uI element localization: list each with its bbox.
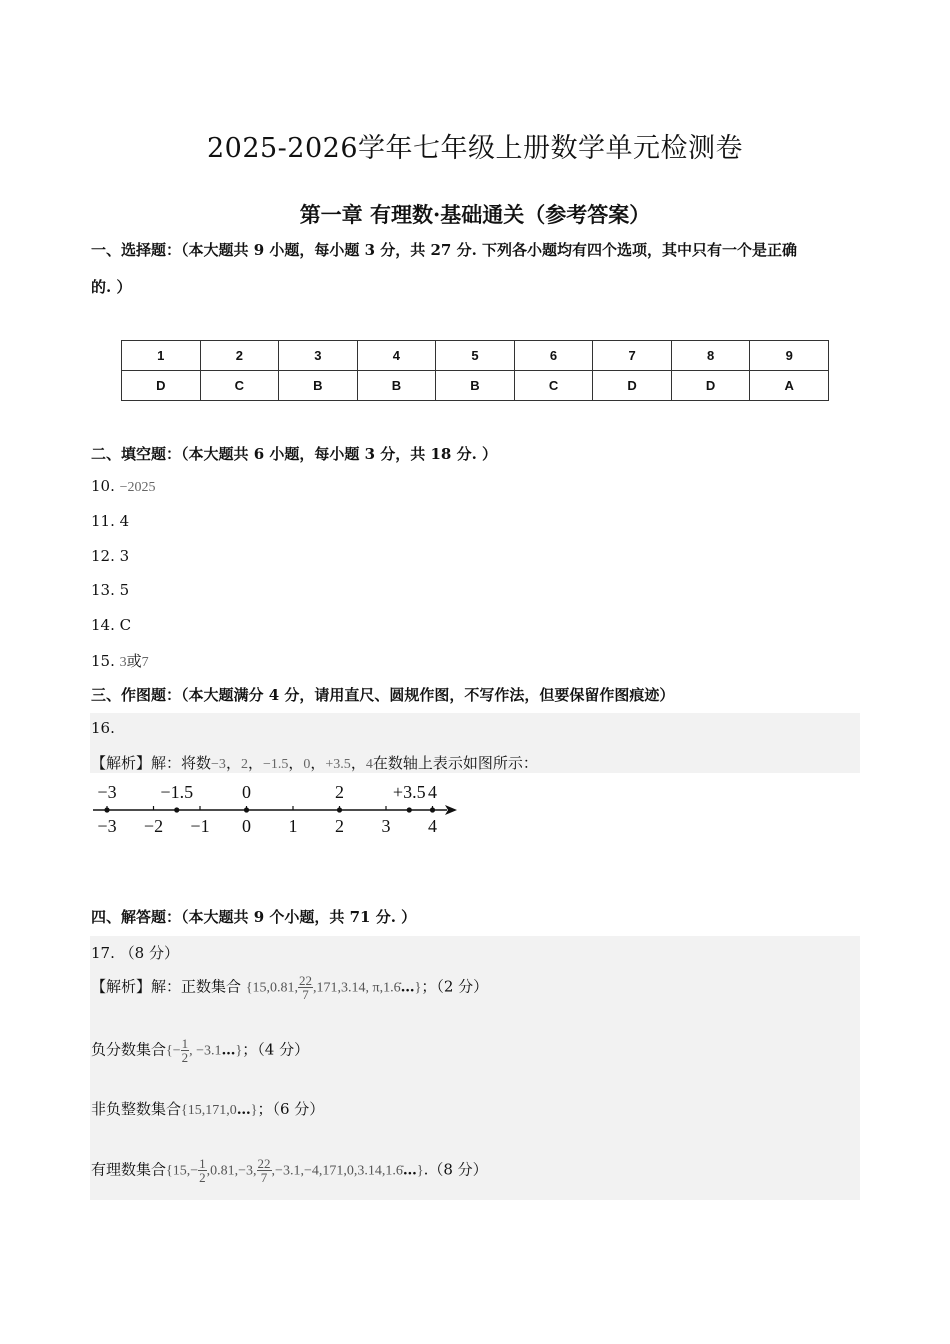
set-label: 负分数集合 xyxy=(91,1040,167,1059)
fill-item-11 xyxy=(91,512,129,530)
number-line xyxy=(85,778,475,840)
ellipsis: … xyxy=(221,1042,236,1059)
answer-table-answer-row xyxy=(122,371,829,401)
q17-score: （8 分） xyxy=(119,944,179,962)
q16-value: 4 xyxy=(365,757,373,772)
item-number: 14. xyxy=(91,616,115,634)
item-answer: −2025 xyxy=(119,480,156,495)
page-subtitle: 第一章 有理数·基础通关（参考答案） xyxy=(299,202,651,227)
set-content: {15,0.81, xyxy=(245,980,299,996)
number-line-tick-label: −3 xyxy=(97,816,117,836)
fraction xyxy=(198,1157,207,1184)
question-number: 7 xyxy=(593,341,672,371)
section-1-heading-cont: 的. ） xyxy=(91,278,132,296)
item-number: 15. xyxy=(91,652,115,670)
number-line-tick-label: 2 xyxy=(335,816,344,836)
item-number: 13. xyxy=(91,581,115,599)
number-line-tick-label: 3 xyxy=(381,816,391,836)
item-answer: 4 xyxy=(119,512,130,530)
q16-value: +3.5 xyxy=(325,757,351,772)
number-line-point-label: −3 xyxy=(97,782,117,802)
question-number: 9 xyxy=(750,341,829,371)
set-close: } xyxy=(416,1163,424,1179)
set-content: {15,− xyxy=(166,1163,199,1179)
number-line-point xyxy=(337,807,342,812)
number-line-point-label: 0 xyxy=(242,782,251,802)
set-content: ,0.81,−3, xyxy=(206,1163,257,1179)
choice-answer: A xyxy=(750,371,829,401)
set-content: {− xyxy=(166,1043,181,1059)
q16-tail: 在数轴上表示如图所示： xyxy=(372,754,538,772)
number-line-point-label: 2 xyxy=(335,782,344,802)
analysis-tag: 【解析】 xyxy=(91,977,152,996)
item-or: 或 xyxy=(126,652,142,670)
set-close: } xyxy=(235,1043,243,1059)
number-line-point xyxy=(174,807,179,812)
page-title: 2025-2026学年七年级上册数学单元检测卷 xyxy=(206,133,744,164)
ellipsis: … xyxy=(402,1162,417,1179)
choice-answer: B xyxy=(357,371,436,401)
fraction-denominator: 7 xyxy=(302,987,309,1002)
choice-answer: D xyxy=(593,371,672,401)
set-content: ,−3.1,−4,171,0,3.14,1.6̇ xyxy=(271,1163,403,1179)
fill-item-15 xyxy=(91,650,149,671)
set-content: {15,171,0 xyxy=(181,1103,237,1118)
number-line-point-label: +3.5 xyxy=(392,782,426,802)
choice-answer: C xyxy=(200,371,279,401)
number-line-point-label: −1.5 xyxy=(160,782,194,802)
fraction-denominator: 2 xyxy=(199,1170,206,1185)
q16-explanation xyxy=(91,752,538,773)
choice-answer: C xyxy=(514,371,593,401)
q16-number: 16. xyxy=(91,719,115,737)
fraction-numerator: 22 xyxy=(299,973,313,988)
q16-value: 2 xyxy=(240,757,248,772)
ellipsis: … xyxy=(400,979,415,996)
fraction xyxy=(298,974,313,1001)
separator: ， xyxy=(310,754,326,772)
set-close: } xyxy=(414,980,422,996)
q16-value: −1.5 xyxy=(262,757,289,772)
choice-answer: B xyxy=(436,371,515,401)
number-line-tick-label: 1 xyxy=(288,816,298,836)
set-label: 有理数集合 xyxy=(91,1160,167,1179)
item-number: 12. xyxy=(91,547,115,565)
separator: ， xyxy=(350,754,366,772)
item-answer-a: 3 xyxy=(119,655,127,670)
q17-number: 17. xyxy=(91,944,115,962)
separator: ， xyxy=(288,754,304,772)
fraction xyxy=(257,1157,272,1184)
question-number: 8 xyxy=(671,341,750,371)
q16-lead: 解：将数 xyxy=(151,754,212,772)
section-1-heading: 一、选择题：（本大题共 9 小题，每小题 3 分，共 27 分. 下列各小题均有四个选项，其中只有一个是正确 xyxy=(91,241,798,259)
set-score: ；（4 分） xyxy=(242,1040,310,1059)
nonnegative-integer-set-line xyxy=(91,1098,324,1119)
rational-set-line xyxy=(91,1157,488,1184)
answer-table-header-row xyxy=(122,341,829,371)
set-score: .（8 分） xyxy=(423,1160,488,1179)
set-score: ；（2 分） xyxy=(421,977,489,996)
item-answer-b: 7 xyxy=(141,655,149,670)
section-2-heading: 二、填空题：（本大题共 6 小题，每小题 3 分，共 18 分. ） xyxy=(91,445,498,463)
choice-answer: D xyxy=(122,371,201,401)
set-score: ；（6 分） xyxy=(257,1100,325,1118)
choice-answer: B xyxy=(279,371,358,401)
separator: ， xyxy=(225,754,241,772)
set-close: } xyxy=(250,1103,258,1118)
q17-header xyxy=(91,942,179,963)
q16-value: −3 xyxy=(211,757,226,772)
question-number: 2 xyxy=(200,341,279,371)
fraction-numerator: 1 xyxy=(181,1036,189,1051)
number-line-point xyxy=(407,807,412,812)
number-line-tick-label: −2 xyxy=(143,816,164,836)
item-answer: C xyxy=(119,616,132,634)
ellipsis: … xyxy=(236,1102,251,1118)
item-answer: 5 xyxy=(119,581,130,599)
fraction-numerator: 22 xyxy=(257,1156,271,1171)
fraction xyxy=(181,1037,190,1064)
item-answer: 3 xyxy=(119,547,130,565)
fill-item-13 xyxy=(91,581,129,599)
q16-value: 0 xyxy=(303,757,311,772)
number-line-point-label: 4 xyxy=(428,782,437,802)
question-number: 6 xyxy=(514,341,593,371)
answer-table xyxy=(121,340,829,401)
fill-item-14 xyxy=(91,616,131,634)
number-line-tick-label: −1 xyxy=(190,816,210,836)
number-line-point xyxy=(104,807,109,812)
question-number: 4 xyxy=(357,341,436,371)
number-line-tick-label: 0 xyxy=(242,816,251,836)
choice-answer: D xyxy=(671,371,750,401)
positive-set-line xyxy=(91,974,488,1001)
number-line-point xyxy=(430,807,435,812)
number-line-point xyxy=(244,807,249,812)
fill-item-12 xyxy=(91,547,129,565)
analysis-tag: 【解析】 xyxy=(91,754,152,772)
question-number: 3 xyxy=(279,341,358,371)
fraction-denominator: 2 xyxy=(181,1050,189,1065)
item-number: 10. xyxy=(91,477,115,495)
fill-item-10 xyxy=(91,477,156,496)
section-3-heading: 三、作图题：（本大题满分 4 分，请用直尺、圆规作图，不写作法，但要保留作图痕迹） xyxy=(91,686,675,704)
section-4-heading: 四、解答题：（本大题共 9 个小题，共 71 分. ） xyxy=(91,908,417,926)
set-label: 解：正数集合 xyxy=(151,977,242,996)
separator: ， xyxy=(247,754,263,772)
fraction-denominator: 7 xyxy=(260,1170,268,1185)
set-content: ,171,3.14, π,1.6̇ xyxy=(313,980,401,996)
number-line-tick-label: 4 xyxy=(428,816,437,836)
fraction-numerator: 1 xyxy=(199,1156,206,1171)
negative-fraction-set-line xyxy=(91,1037,309,1064)
question-number: 5 xyxy=(436,341,515,371)
item-number: 11. xyxy=(91,512,115,530)
question-number: 1 xyxy=(122,341,201,371)
set-content: , −3.1 xyxy=(189,1043,222,1059)
set-label: 非负整数集合 xyxy=(91,1100,182,1118)
